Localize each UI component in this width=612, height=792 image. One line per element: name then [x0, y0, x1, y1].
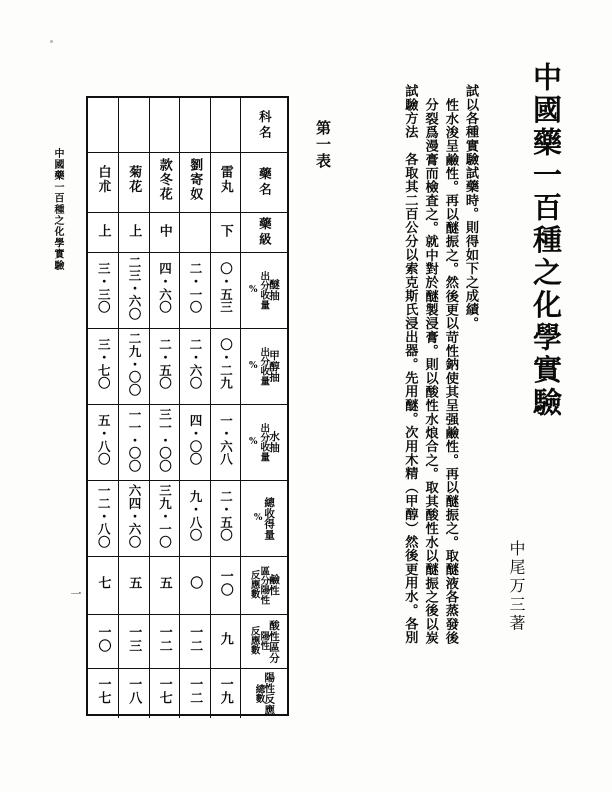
table-cell	[149, 152, 180, 212]
header-segment: 鹼性	[268, 574, 281, 596]
cell-value: 〇・二九	[218, 338, 234, 390]
results-table	[86, 96, 289, 716]
cell-value: 一二・八〇	[96, 483, 112, 549]
table-header-cell	[241, 152, 288, 212]
prose-column-2: 分裂爲漫膏而檢査之。就中對於醚製浸膏。則以酸性水烺合之。取其酸性水以醚振之後以炭	[422, 98, 438, 645]
header-segment: 陽性	[258, 631, 270, 651]
header-label	[241, 481, 287, 556]
cell-value: 一三	[126, 624, 142, 654]
cell-value: 七	[95, 576, 111, 591]
table-cell	[149, 212, 180, 252]
table-cell	[180, 668, 211, 718]
cell-value: 一八	[126, 676, 142, 706]
table-cell	[210, 98, 241, 152]
table-row	[88, 668, 287, 718]
cell-value: 〇・五三	[218, 262, 234, 314]
table-header-cell	[241, 480, 288, 556]
cell-value: 三・七〇	[96, 338, 112, 390]
table-header-cell	[241, 668, 288, 718]
header-segment: 甲醇抽	[267, 349, 280, 383]
cell-value: 一七	[156, 676, 172, 706]
cell-value: 二九・〇〇	[127, 331, 142, 397]
scan-speck	[50, 40, 53, 43]
table-cell	[210, 556, 241, 614]
table-cell	[88, 212, 119, 252]
running-header: 中國藥一百種之化學實驗	[52, 148, 63, 272]
table-cell	[180, 556, 211, 614]
prose-column-4: 試以各種實驗試藥時。則得如下之成績。	[463, 84, 478, 330]
table-cell	[180, 328, 211, 404]
cell-value: 白朮	[95, 165, 111, 195]
table-header-cell	[241, 556, 288, 614]
table-cell	[149, 404, 180, 480]
prose-column-1: 試驗方法 各取其二百公分以索克斯氏浸出器。先用醚。次用木精（甲醇）然後更用水。各別	[402, 84, 418, 645]
header-segment: 藥級	[257, 216, 273, 248]
header-segment: 陽性反應	[263, 671, 276, 715]
table-cell	[149, 252, 180, 328]
table-header-cell	[241, 212, 288, 252]
table-header-cell	[241, 614, 288, 668]
table-cell	[210, 480, 241, 556]
table-row	[88, 404, 287, 480]
cell-value: 一二	[156, 624, 172, 654]
percent-symbol: %	[249, 361, 258, 371]
table-cell	[88, 404, 119, 480]
table-header-cell	[241, 252, 288, 328]
header-label	[241, 329, 287, 404]
cell-value: 二・五〇	[157, 338, 173, 390]
table-cell	[88, 328, 119, 404]
table-row	[88, 152, 287, 212]
table-cell	[149, 480, 180, 556]
table-cell	[180, 404, 211, 480]
table-cell	[180, 152, 211, 212]
table-cell	[149, 614, 180, 668]
header-segment: 醚抽	[267, 279, 280, 301]
header-label	[241, 98, 287, 152]
cell-value: 一七	[95, 676, 111, 706]
table-cell	[210, 668, 241, 718]
table-cell	[119, 252, 150, 328]
cell-value: 〇	[187, 576, 203, 591]
header-segment: 科名	[257, 109, 273, 140]
table-cell	[210, 152, 241, 212]
table-cell	[119, 328, 150, 404]
cell-value: 一〇	[217, 568, 233, 598]
table-row	[88, 212, 287, 252]
table-cell	[119, 614, 150, 668]
page-number: 一	[69, 588, 82, 600]
table-row	[88, 480, 287, 556]
cell-value: 一・六八	[218, 414, 234, 466]
table-cell	[149, 98, 180, 152]
page-title: 中國藥一百種之化學實驗	[529, 62, 563, 420]
cell-value: 雷丸	[217, 165, 233, 195]
cell-value: 三・三〇	[96, 262, 112, 314]
table-cell	[180, 480, 211, 556]
header-segment: 出分收量	[258, 346, 270, 386]
table-cell	[210, 404, 241, 480]
table-cell	[119, 668, 150, 718]
table-cell	[119, 212, 150, 252]
cell-value: 五	[156, 576, 172, 591]
percent-symbol: %	[253, 513, 263, 523]
header-segment: 反應數	[248, 570, 260, 600]
header-segment: 總數	[253, 683, 265, 703]
header-label	[241, 669, 287, 719]
table-cell	[88, 668, 119, 718]
table-cell	[88, 614, 119, 668]
header-label	[241, 557, 287, 614]
results-table-grid	[88, 98, 287, 718]
cell-value: 一九	[217, 676, 233, 706]
table-cell	[119, 98, 150, 152]
table-cell	[119, 556, 150, 614]
table-cell	[180, 614, 211, 668]
table-cell	[210, 614, 241, 668]
prose-column-3: 性水浚呈鹼性。再以醚振之。然後更以苛性鈉使其呈强鹼性。再以醚振之。取醚液各蒸發後	[442, 98, 458, 645]
cell-value: 二・一〇	[188, 262, 203, 314]
header-label	[241, 405, 287, 480]
cell-value: 三九・一〇	[157, 483, 173, 549]
cell-value: 四・六〇	[157, 262, 173, 314]
cell-value: 一〇	[95, 624, 111, 654]
cell-value: 三一・〇〇	[157, 407, 173, 473]
table-row	[88, 98, 287, 152]
table-cell	[149, 556, 180, 614]
table-cell	[88, 480, 119, 556]
cell-value: 二・六〇	[188, 338, 203, 390]
table-cell	[210, 212, 241, 252]
cell-value: 九	[217, 632, 233, 647]
header-segment: 酸性區分	[268, 619, 281, 663]
cell-value: 六四・六〇	[127, 483, 142, 549]
header-label	[241, 615, 287, 668]
table-row	[88, 556, 287, 614]
cell-value: 款冬花	[156, 158, 172, 202]
table-cell	[119, 480, 150, 556]
cell-value: 九・八〇	[188, 490, 203, 542]
header-label	[241, 213, 287, 252]
author-byline: 中尾万三著	[507, 540, 526, 633]
header-segment: 總收得量	[263, 496, 276, 540]
header-segment: 出分收量	[258, 422, 270, 462]
table-cell	[119, 404, 150, 480]
cell-value: 一二	[187, 676, 203, 706]
cell-value: 一二	[187, 624, 203, 654]
cell-value: 菊花	[126, 165, 142, 195]
cell-value: 二・五〇	[218, 490, 234, 542]
cell-value: 一一・〇〇	[127, 407, 142, 473]
table-cell	[180, 252, 211, 328]
table-cell	[149, 668, 180, 718]
body-text	[396, 84, 478, 645]
table-row	[88, 252, 287, 328]
table-cell	[180, 98, 211, 152]
cell-value: 四・〇〇	[188, 414, 203, 466]
cell-value: 劉寄奴	[187, 158, 203, 202]
cell-value: 下	[217, 224, 233, 238]
table-header-cell	[241, 98, 288, 152]
header-label	[241, 253, 287, 328]
cell-value: 五・八〇	[96, 414, 112, 466]
table-cell	[149, 328, 180, 404]
header-segment: 藥名	[257, 166, 273, 198]
table-cell	[88, 98, 119, 152]
table-cell	[180, 212, 211, 252]
table-header-cell	[241, 328, 288, 404]
cell-value: 上	[126, 224, 142, 238]
header-label	[241, 153, 287, 212]
cell-value: 五	[126, 576, 142, 591]
table-cell	[119, 152, 150, 212]
header-segment: 水抽	[267, 431, 280, 453]
table-cell	[88, 252, 119, 328]
header-segment: 區分陽性	[258, 565, 270, 605]
cell-value: 二三・六〇	[127, 255, 142, 321]
cell-value: 上	[95, 224, 111, 238]
table-row	[88, 614, 287, 668]
table-row	[88, 328, 287, 404]
table-cell	[88, 556, 119, 614]
table-caption: 第一表	[314, 120, 332, 170]
table-cell	[210, 252, 241, 328]
table-cell	[88, 152, 119, 212]
header-segment: 出分收量	[258, 270, 270, 310]
cell-value: 中	[156, 224, 172, 238]
percent-symbol: %	[249, 285, 258, 295]
header-segment: 反應數	[248, 626, 260, 656]
percent-symbol: %	[249, 437, 258, 447]
table-header-cell	[241, 404, 288, 480]
table-cell	[210, 328, 241, 404]
